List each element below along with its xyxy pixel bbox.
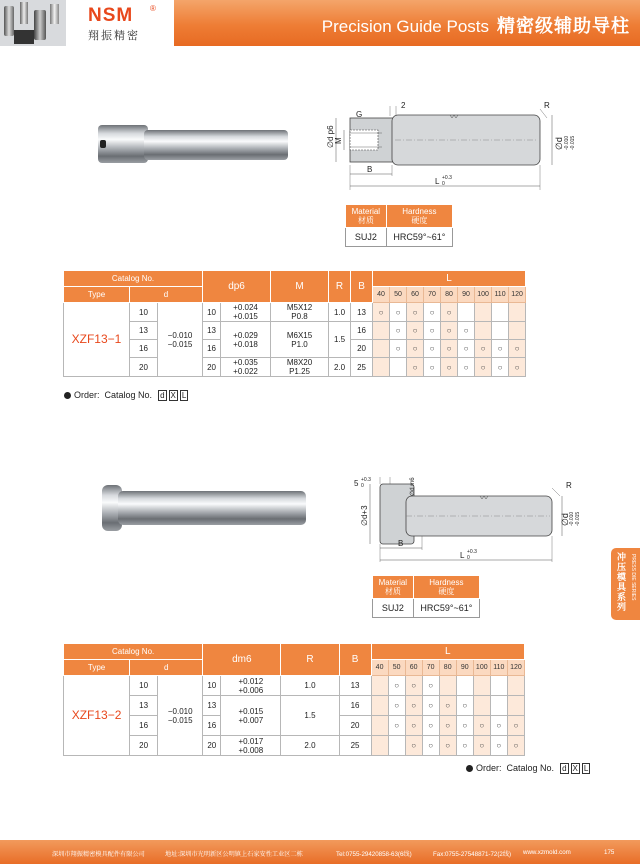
l-cell: ○ <box>492 358 509 377</box>
dp6-cell: 16 <box>203 340 221 358</box>
label-l-tol: +0.3 <box>467 549 477 555</box>
b-header: B <box>351 271 373 303</box>
type-cell: XZF13−2 <box>64 676 130 756</box>
l-cell <box>492 322 509 340</box>
l-col-header: 50 <box>390 287 407 303</box>
hardness-header: Hardness 硬度 <box>413 576 479 599</box>
label-l-tol: +0.3 <box>442 175 452 181</box>
l-cell: ○ <box>441 358 458 377</box>
l-header: L <box>373 271 526 287</box>
product1-order-note: Order: Catalog No. d X L <box>64 390 189 401</box>
l-cell <box>473 696 490 716</box>
label-m: M <box>334 137 343 144</box>
l-cell: ○ <box>490 716 507 736</box>
b-cell: 13 <box>339 676 371 696</box>
l-col-header: 110 <box>490 660 507 676</box>
l-header: L <box>371 644 524 660</box>
l-cell <box>371 716 388 736</box>
r-cell: 1.0 <box>329 303 351 322</box>
l-cell: ○ <box>456 736 473 756</box>
l-cell: ○ <box>424 322 441 340</box>
l-cell <box>475 322 492 340</box>
material-header: Material 材质 <box>346 205 387 228</box>
l-cell: ○ <box>439 736 456 756</box>
l-cell: ○ <box>507 716 524 736</box>
l-col-header: 100 <box>475 287 492 303</box>
l-col-header: 40 <box>371 660 388 676</box>
label-d: ∅d <box>560 513 570 526</box>
r-cell: 1.0 <box>281 676 339 696</box>
l-cell: ○ <box>441 340 458 358</box>
l-cell <box>490 696 507 716</box>
l-cell: ○ <box>390 322 407 340</box>
d-cell: 13 <box>130 696 158 716</box>
l-cell: ○ <box>456 716 473 736</box>
l-cell: ○ <box>509 340 526 358</box>
table-row <box>64 322 526 340</box>
catalog-no-header: Catalog No. <box>64 271 203 287</box>
l-cell <box>373 340 390 358</box>
l-cell <box>473 676 490 696</box>
l-cell <box>458 303 475 322</box>
table-row <box>64 303 526 322</box>
page-title <box>322 12 630 38</box>
l-col-header: 120 <box>509 287 526 303</box>
r-header: R <box>281 644 339 676</box>
label-r: R <box>544 101 550 110</box>
l-cell <box>492 303 509 322</box>
dm6-cell: 20 <box>203 736 221 756</box>
catalog-no-header: Catalog No. <box>64 644 203 660</box>
d-cell: 20 <box>130 736 158 756</box>
dp6-cell: 13 <box>203 322 221 340</box>
label-dm6: ∅d m6 <box>410 477 416 496</box>
l-col-header: 110 <box>492 287 509 303</box>
d-cell: 16 <box>130 340 158 358</box>
d-header: d <box>130 660 203 676</box>
dp6-tol-cell: +0.035 +0.022 <box>221 358 271 377</box>
l-cell <box>371 696 388 716</box>
d-tol-cell: −0.010 −0.015 <box>158 676 203 756</box>
label-d-tol-b: -0.015 <box>570 135 576 150</box>
label-dp6: ∅d p6 <box>326 125 335 148</box>
l-cell <box>373 322 390 340</box>
title-bar <box>174 0 640 46</box>
l-cell: ○ <box>475 358 492 377</box>
product2-drawing <box>340 474 580 570</box>
l-cell <box>490 676 507 696</box>
label-l: L <box>435 177 440 186</box>
label-b: B <box>398 539 404 548</box>
label-r: R <box>566 481 572 490</box>
product1-bolt-hole <box>100 140 106 148</box>
l-cell: ○ <box>390 340 407 358</box>
r-cell: 2.0 <box>329 358 351 377</box>
l-col-header: 70 <box>424 287 441 303</box>
r-cell: 1.5 <box>329 322 351 358</box>
side-tab-cn: 冲压模具系列 <box>617 552 627 612</box>
l-cell <box>509 322 526 340</box>
l-cell: ○ <box>458 340 475 358</box>
l-cell: ○ <box>458 358 475 377</box>
l-cell <box>475 303 492 322</box>
hardness-value: HRC59°~61° <box>413 599 479 618</box>
b-cell: 25 <box>351 358 373 377</box>
l-cell: ○ <box>473 736 490 756</box>
l-cell <box>509 303 526 322</box>
l-cell <box>373 358 390 377</box>
product1-drawing <box>300 100 580 198</box>
logo-chinese: 翔振精密 <box>88 30 140 42</box>
l-cell: ○ <box>422 736 439 756</box>
product2-order-note: Order: Catalog No. d X L <box>466 763 591 774</box>
r-cell: 1.5 <box>281 696 339 736</box>
l-cell: ○ <box>424 358 441 377</box>
l-cell: ○ <box>405 676 422 696</box>
product1-photo <box>98 125 288 165</box>
label-l-tol2: 0 <box>467 555 470 561</box>
type-header: Type <box>64 660 130 676</box>
l-cell: ○ <box>439 696 456 716</box>
bullet-icon <box>466 765 473 772</box>
dm6-tol-cell: +0.015 +0.007 <box>221 696 281 736</box>
m-cell: M6X15 P1.0 <box>271 322 329 358</box>
d-tol-cell: −0.010 −0.015 <box>158 303 203 377</box>
l-cell: ○ <box>441 322 458 340</box>
r-header: R <box>329 271 351 303</box>
l-cell: ○ <box>424 303 441 322</box>
l-col-header: 90 <box>456 660 473 676</box>
label-five: 5 <box>354 479 359 488</box>
l-cell: ○ <box>422 676 439 696</box>
footer-fax: Fax:0755-27548871-72(2线) <box>433 851 512 858</box>
l-cell: ○ <box>475 340 492 358</box>
m-cell: M5X12 P0.8 <box>271 303 329 322</box>
l-cell <box>507 696 524 716</box>
l-col-header: 80 <box>441 287 458 303</box>
l-cell: ○ <box>424 340 441 358</box>
material-header: Material 材质 <box>373 576 414 599</box>
dp6-tol-cell: +0.029 +0.018 <box>221 322 271 358</box>
l-col-header: 60 <box>405 660 422 676</box>
l-cell: ○ <box>373 303 390 322</box>
l-cell: ○ <box>441 303 458 322</box>
dm6-cell: 16 <box>203 716 221 736</box>
l-col-header: 50 <box>388 660 405 676</box>
l-cell: ○ <box>407 322 424 340</box>
label-l: L <box>460 551 465 560</box>
hardness-value: HRC59°~61° <box>386 228 452 247</box>
l-col-header: 90 <box>458 287 475 303</box>
page-title-cn: 精密级辅助导柱 <box>497 16 630 36</box>
label-d-tol-a: -0.010 <box>569 511 575 526</box>
l-cell: ○ <box>405 736 422 756</box>
product1-catalog-table <box>63 270 526 377</box>
product2-photo <box>102 485 306 533</box>
l-col-header: 60 <box>407 287 424 303</box>
type-cell: XZF13−1 <box>64 303 130 377</box>
b-cell: 20 <box>339 716 371 736</box>
l-cell: ○ <box>456 696 473 716</box>
table-row <box>64 736 525 756</box>
d-cell: 10 <box>130 303 158 322</box>
l-cell: ○ <box>407 340 424 358</box>
label-g: G <box>356 110 363 119</box>
b-cell: 25 <box>339 736 371 756</box>
footer-address: 地址:深圳市光明新区公明镇上石家安性工业区二栋 <box>165 851 303 858</box>
dp6-cell: 20 <box>203 358 221 377</box>
material-value: SUJ2 <box>346 228 387 247</box>
label-l-tol2: 0 <box>442 181 445 187</box>
l-cell <box>439 676 456 696</box>
material-value: SUJ2 <box>373 599 414 618</box>
side-tab-en: PRESS DIE SERIES <box>630 554 636 601</box>
d-header: d <box>130 287 203 303</box>
d-cell: 16 <box>130 716 158 736</box>
l-cell <box>371 736 388 756</box>
label-d-tol-b: -0.015 <box>575 511 581 526</box>
label-gap: 2 <box>401 101 406 110</box>
l-col-header: 100 <box>473 660 490 676</box>
l-cell: ○ <box>388 676 405 696</box>
label-five-tol2: 0 <box>361 483 364 489</box>
hardness-header: Hardness 硬度 <box>386 205 452 228</box>
l-cell: ○ <box>388 716 405 736</box>
l-cell: ○ <box>388 696 405 716</box>
d-cell: 13 <box>130 322 158 340</box>
dm6-tol-cell: +0.012 +0.006 <box>221 676 281 696</box>
l-cell: ○ <box>507 736 524 756</box>
l-cell: ○ <box>473 716 490 736</box>
bullet-icon <box>64 392 71 399</box>
product2-catalog-table <box>63 643 525 756</box>
d-cell: 20 <box>130 358 158 377</box>
section-side-tab[interactable] <box>611 548 640 620</box>
logo-text: NSM <box>88 5 134 26</box>
page-header <box>0 0 640 46</box>
table-row <box>64 676 525 696</box>
l-cell: ○ <box>509 358 526 377</box>
dm6-cell: 10 <box>203 676 221 696</box>
l-cell: ○ <box>407 358 424 377</box>
header-product-photo <box>0 0 66 46</box>
footer-website[interactable]: www.xzmold.com <box>523 849 571 856</box>
l-cell: ○ <box>422 696 439 716</box>
m-cell: M8X20 P1.25 <box>271 358 329 377</box>
l-cell: ○ <box>407 303 424 322</box>
dm6-tol-cell: +0.017 +0.008 <box>221 736 281 756</box>
product1-material-table <box>345 204 453 247</box>
l-cell <box>390 358 407 377</box>
b-cell: 13 <box>351 303 373 322</box>
b-cell: 20 <box>351 340 373 358</box>
l-cell <box>388 736 405 756</box>
l-cell: ○ <box>390 303 407 322</box>
l-col-header: 80 <box>439 660 456 676</box>
l-cell: ○ <box>439 716 456 736</box>
b-header: B <box>339 644 371 676</box>
label-b: B <box>367 165 373 174</box>
label-five-tol: +0.3 <box>361 477 371 483</box>
l-col-header: 70 <box>422 660 439 676</box>
l-cell: ○ <box>405 696 422 716</box>
product2-material-table <box>372 575 480 618</box>
l-col-header: 120 <box>507 660 524 676</box>
product2-shaft <box>118 491 306 525</box>
dp6-cell: 10 <box>203 303 221 322</box>
l-cell: ○ <box>492 340 509 358</box>
l-cell: ○ <box>422 716 439 736</box>
table-row <box>64 696 525 716</box>
page-footer <box>0 840 640 864</box>
l-cell <box>371 676 388 696</box>
label-d-tol-a: -0.010 <box>564 135 570 150</box>
footer-company: 深圳市翔振精密模具配件有限公司 <box>52 851 145 858</box>
m-header: M <box>271 271 329 303</box>
dm6-cell: 13 <box>203 696 221 716</box>
product1-shaft <box>144 130 288 160</box>
table-row <box>64 358 526 377</box>
type-header: Type <box>64 287 130 303</box>
l-col-header: 40 <box>373 287 390 303</box>
registered-mark: ® <box>150 4 156 13</box>
brand-logo <box>66 0 174 46</box>
b-cell: 16 <box>339 696 371 716</box>
label-d-plus-3: ∅d+3 <box>360 505 369 526</box>
l-cell: ○ <box>458 322 475 340</box>
l-cell <box>507 676 524 696</box>
r-cell: 2.0 <box>281 736 339 756</box>
d-cell: 10 <box>130 676 158 696</box>
l-cell <box>456 676 473 696</box>
dp6-header: dp6 <box>203 271 271 303</box>
footer-tel: Tel:0755-29420858-63(6线) <box>336 851 412 858</box>
label-d: ∅d <box>554 137 564 150</box>
dm6-header: dm6 <box>203 644 281 676</box>
page-number: 175 <box>604 849 615 856</box>
l-cell: ○ <box>490 736 507 756</box>
b-cell: 16 <box>351 322 373 340</box>
page-title-en: Precision Guide Posts <box>321 17 489 36</box>
l-cell: ○ <box>405 716 422 736</box>
dp6-tol-cell: +0.024 +0.015 <box>221 303 271 322</box>
